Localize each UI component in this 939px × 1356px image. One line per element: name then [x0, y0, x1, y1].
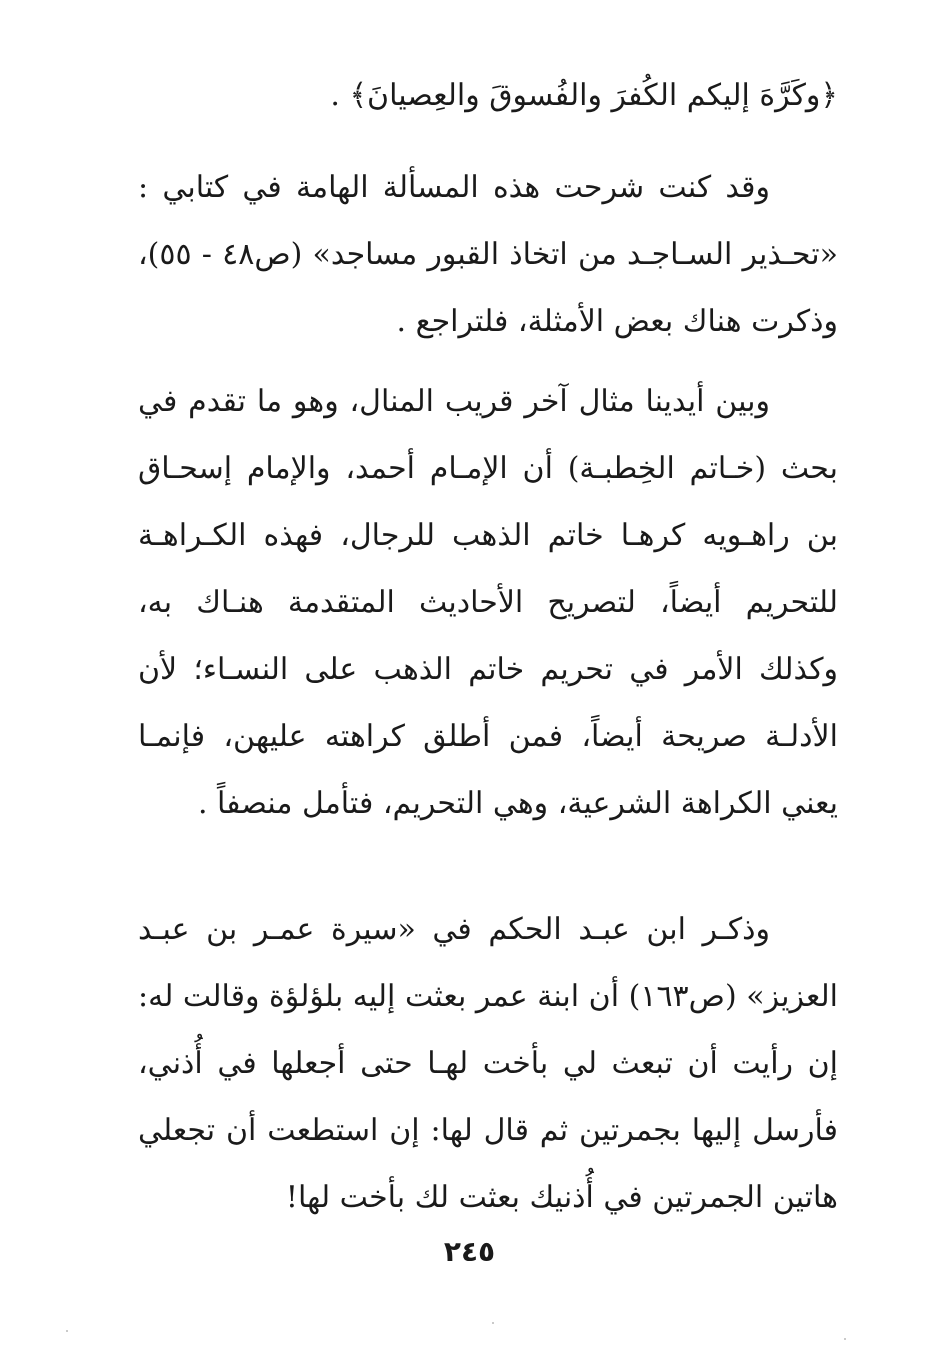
page-number: ٢٤٥ — [443, 1235, 496, 1268]
scan-speck — [66, 1330, 68, 1332]
scan-speck — [844, 1338, 846, 1340]
paragraph-1: وقد كنت شرحت هذه المسألة الهامة في كتابي : «تحـذير السـاجـد من اتخاذ القبور مساجد» (ص٤٨ - ٥٥)، وذكرت هناك بعض الأمثلة، فلتراجع . — [138, 170, 838, 339]
paragraph-3: وذكـر ابن عبـد الحكم في «سيرة عمـر بن عبـد العزيز» (ص١٦٣) أن ابنة عمر بعثت إليه بلؤلؤة وقالت له: إن رأيت أن تبعث لي بأخت لهـا حتى أجعلها في أُذني، فأرسل إليها بجمرتين ثم قال لها: إن استطعت أن تجعلي هاتين الجمرتين في أُذنيك بعثت لك بأخت لها! — [138, 912, 838, 1215]
paragraph-2: وبين أيدينا مثال آخر قريب المنال، وهو ما تقدم في بحث (خـاتم الخِطبـة) أن الإمـام أحمد، والإمام إسحـاق بن راهـويه كرهـا خاتم الذهب للرجال، فهذه الكـراهـة للتحريم أيضاً، لتصريح الأحاديث المتقدمة هنـاك به، وكذلك الأمر في تحريم خاتم الذهب على النسـاء؛ لأن الأدلـة صريحة أيضاً، فمن أطلق كراهته عليهن، فإنمـا يعني الكراهة الشرعية، وهي التحريم، فتأمل منصفاً . — [138, 384, 838, 821]
scan-speck — [492, 1322, 494, 1324]
quran-verse-line: ﴿وكَرَّهَ إليكم الكُفرَ والفُسوقَ والعِصيانَ﴾ . — [330, 78, 838, 113]
